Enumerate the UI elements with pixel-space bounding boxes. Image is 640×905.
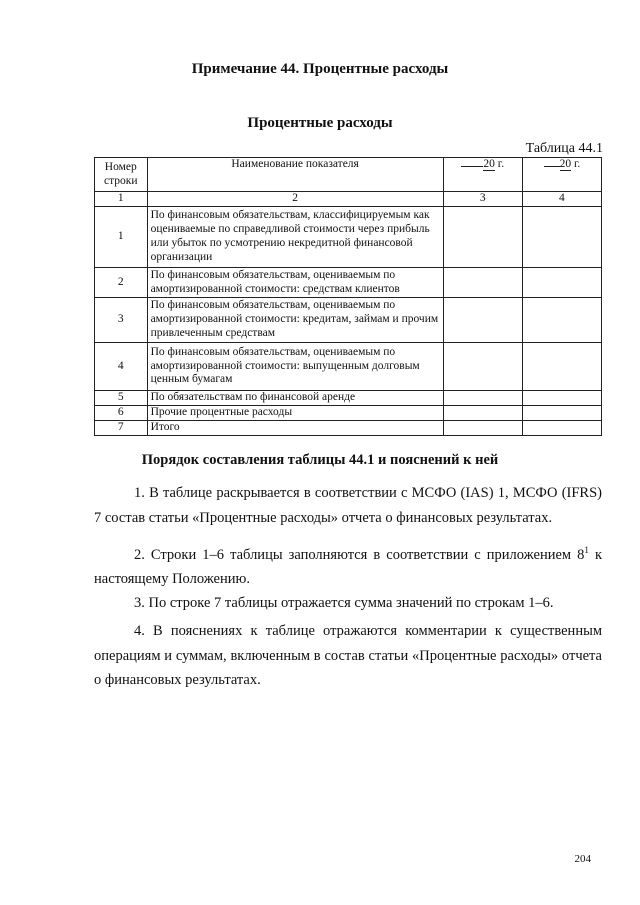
year-blank [544, 166, 560, 167]
row-value-2 [522, 406, 601, 421]
header-row-number: Номер строки [95, 158, 148, 192]
row-value-1 [443, 268, 522, 298]
header-period-2-year: 20 [559, 158, 572, 170]
paragraph-2 [94, 538, 602, 592]
column-number: 4 [522, 192, 601, 207]
column-number: 3 [443, 192, 522, 207]
row-value-1 [443, 298, 522, 343]
footnote-superscript: 1 [584, 545, 589, 555]
table-subtitle: Процентные расходы [247, 115, 393, 131]
page-number: 204 [574, 853, 591, 865]
header-period-2 [522, 158, 601, 192]
row-name: Итого [147, 421, 443, 436]
row-number: 7 [95, 421, 148, 436]
row-number: 6 [95, 406, 148, 421]
row-value-2 [522, 343, 601, 391]
column-number: 2 [147, 192, 443, 207]
column-number: 1 [95, 192, 148, 207]
row-name: Прочие процентные расходы [147, 406, 443, 421]
note-title: Примечание 44. Процентные расходы [191, 61, 449, 77]
header-period-1-unit: г. [497, 158, 505, 170]
row-name: По обязательствам по финансовой аренде [147, 391, 443, 406]
table-header-row [95, 158, 602, 192]
paragraph-2-text-end: к настоящему Положению. [94, 546, 602, 588]
header-period-2-unit: г. [573, 158, 581, 170]
row-number: 1 [95, 207, 148, 268]
table-row [95, 298, 602, 343]
row-value-2 [522, 207, 601, 268]
column-numbers-row [95, 192, 602, 207]
row-value-1 [443, 343, 522, 391]
row-value-1 [443, 391, 522, 406]
table-row [95, 343, 602, 391]
paragraph-3: 3. По строке 7 таблицы отражается сумма значений по строкам 1–6. [134, 595, 554, 611]
row-value-2 [522, 391, 601, 406]
header-period-1 [443, 158, 522, 192]
row-value-2 [522, 298, 601, 343]
table-row [95, 207, 602, 268]
row-number: 3 [95, 298, 148, 343]
table-caption: Таблица 44.1 [525, 141, 603, 156]
row-number: 4 [95, 343, 148, 391]
section-heading: Порядок составления таблицы 44.1 и пояснений к ней [141, 452, 499, 468]
row-name: По финансовым обязательствам, оцениваемым по амортизированной стоимости: кредитам, займам и прочим привлеченным средствам [147, 298, 443, 343]
table-row [95, 421, 602, 436]
interest-expenses-table [94, 157, 602, 436]
row-value-1 [443, 406, 522, 421]
row-name: По финансовым обязательствам, классифицируемым как оцениваемые по справедливой стоимости через прибыль или убыток по усмотрению некредитной финансовой организации [147, 207, 443, 268]
row-name: По финансовым обязательствам, оцениваемым по амортизированной стоимости: выпущенным долговым ценным бумагам [147, 343, 443, 391]
row-number: 2 [95, 268, 148, 298]
header-period-1-year: 20 [483, 158, 495, 170]
header-name: Наименование показателя [147, 158, 443, 192]
row-value-1 [443, 207, 522, 268]
table-row [95, 391, 602, 406]
row-value-1 [443, 421, 522, 436]
paragraph-1: 1. В таблице раскрывается в соответствии с МСФО (IAS) 1, МСФО (IFRS) 7 состав статьи «Процентные расходы» отчета о финансовых результатах. [94, 485, 602, 526]
row-value-2 [522, 268, 601, 298]
row-name: По финансовым обязательствам, оцениваемым по амортизированной стоимости: средствам клиентов [147, 268, 443, 298]
paragraph-2-text: 2. Строки 1–6 таблицы заполняются в соответствии с приложением 8 [134, 546, 585, 563]
row-value-2 [522, 421, 601, 436]
table-row [95, 406, 602, 421]
year-blank [461, 166, 483, 167]
table-row [95, 268, 602, 298]
paragraph-4: 4. В пояснениях к таблице отражаются комментарии к существенным операциям и суммам, включенным в состав статьи «Процентные расходы» отчета о финансовых результатах. [94, 623, 602, 688]
row-number: 5 [95, 391, 148, 406]
